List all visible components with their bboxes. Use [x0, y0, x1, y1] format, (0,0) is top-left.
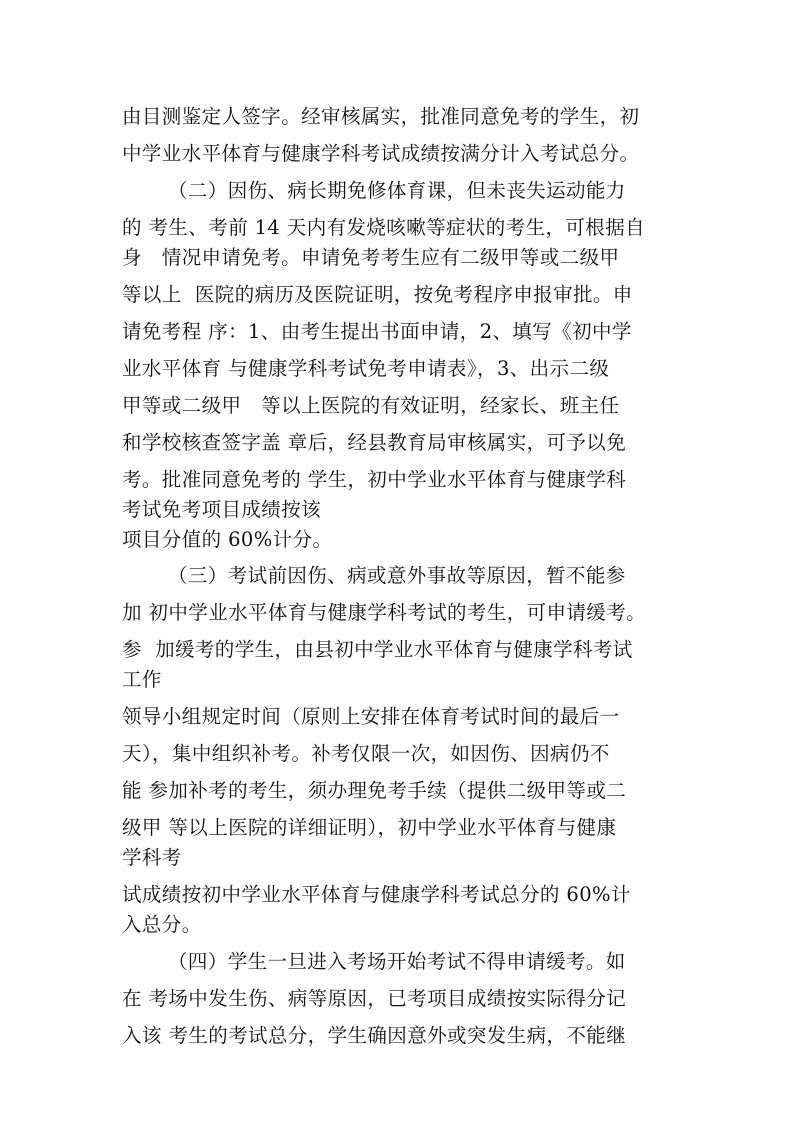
text-line: 学科考	[122, 846, 182, 869]
text-line: 能 参加补考的考生，须办理免考手续（提供二级甲等或二	[122, 779, 627, 802]
text-line: 项目分值的 60%计分。	[122, 528, 333, 551]
text-line: 中学业水平体育与健康学科考试成绩按满分计入考试总分。	[122, 142, 640, 165]
text-line: 在 考场中发生伤、病等原因，已考项目成绩按实际得分记	[122, 987, 627, 1010]
text-line: 级甲 等以上医院的详细证明），初中学业水平体育与健康	[122, 816, 617, 839]
text-line: 工作	[122, 668, 162, 691]
text-line: （三）考试前因伤、病或意外事故等原因，暂不能参	[168, 564, 626, 587]
text-line: 考试免考项目成绩按该	[122, 498, 322, 521]
text-line: 天），集中组织补考。补考仅限一次，如因伤、因病仍不	[122, 742, 610, 765]
text-line: 试成绩按初中学业水平体育与健康学科考试总分的 60%计	[122, 883, 631, 906]
text-line: 身 情况申请免考。申请免考考生应有二级甲等或二级甲	[122, 246, 620, 269]
text-line: 领导小组规定时间（原则上安排在体育考试时间的最后一	[122, 705, 620, 728]
text-line: 由目测鉴定人签字。经审核属实，批准同意免考的学生，初	[122, 105, 640, 128]
text-line: 入该 考生的考试总分，学生确因意外或突发生病，不能继	[122, 1024, 627, 1047]
text-line: 入总分。	[122, 913, 202, 936]
text-line: 业水平体育 与健康学科考试免考申请表》，3、出示二级	[122, 357, 610, 380]
text-line: 等以上 医院的病历及医院证明，按免考程序申报审批。申	[122, 283, 633, 306]
text-line: 参 加缓考的学生，由县初中学业水平体育与健康学科考试	[122, 638, 633, 661]
text-line: （四）学生一旦进入考场开始考试不得申请缓考。如	[168, 950, 626, 973]
text-line: 甲等或二级甲 等以上医院的有效证明，经家长、班主任	[122, 394, 620, 417]
text-line: 加 初中学业水平体育与健康学科考试的考生，可申请缓考。	[122, 601, 646, 624]
text-line: 请免考程 序：1、由考生提出书面申请，2、填写《初中学	[122, 320, 632, 343]
text-line: （二）因伤、病长期免修体育课，但未丧失运动能力	[168, 179, 626, 202]
text-line: 的 考生、考前 14 天内有发烧咳嗽等症状的考生，可根据自	[122, 216, 646, 239]
text-line: 和学校核查签字盖 章后，经县教育局审核属实，可予以免	[122, 431, 627, 454]
text-line: 考。批准同意免考的 学生，初中学业水平体育与健康学科	[122, 468, 627, 491]
